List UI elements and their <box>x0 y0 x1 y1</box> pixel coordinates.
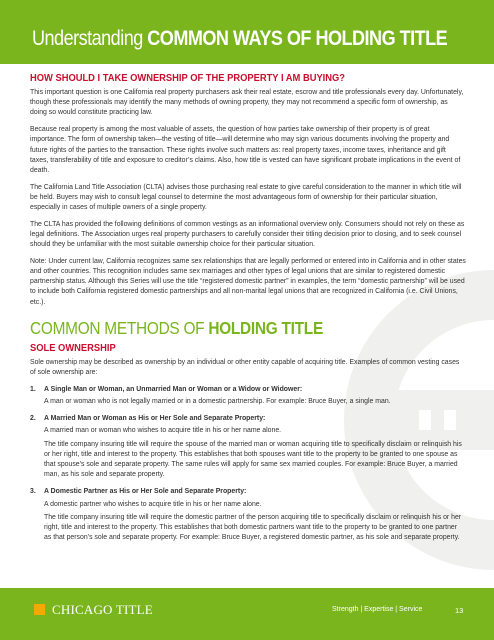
item-number: 3. <box>30 488 36 496</box>
subheading: SOLE OWNERSHIP <box>30 342 116 354</box>
list-item <box>30 414 466 480</box>
paragraph: The California Land Title Association (CLTA) advises those purchasing real estate to give careful consideration to the manner in which title will be held. Buyers may wish to consult legal counsel to determine the most advantageous form of ownership for their particular situation, especially in cases of multiple owners of a single property. <box>30 183 462 212</box>
item-number: 2. <box>30 415 36 423</box>
item-number: 1. <box>30 385 36 393</box>
methods-heading-bold: HOLDING TITLE <box>208 317 323 338</box>
list-item <box>30 487 466 543</box>
item-title: A Single Man or Woman, an Unmarried Man or Woman or a Widow or Widower: <box>44 385 303 393</box>
item-paragraph: A man or woman who is not legally married or in a domestic partnership. For example: Bruce Buyer, a single man. <box>44 397 391 405</box>
section-heading: HOW SHOULD I TAKE OWNERSHIP OF THE PROPERTY I AM BUYING? <box>30 73 346 84</box>
title-prefix: Understanding <box>32 27 148 50</box>
intro-paragraph: Sole ownership may be described as ownership by an individual or other entity capable of acquiring title. Examples of common vesting cases of sole ownership are: <box>30 358 460 377</box>
logo-text: CHICAGO TITLE <box>52 602 153 617</box>
item-title: A Married Man or Woman as His or Her Sole and Separate Property: <box>44 415 266 423</box>
methods-heading <box>30 318 414 339</box>
item-paragraph: A domestic partner who wishes to acquire title in his or her name alone. <box>44 500 262 508</box>
logo-mark-icon <box>34 604 45 615</box>
item-title: A Domestic Partner as His or Her Sole and Separate Property: <box>44 488 247 496</box>
page-title <box>32 27 447 51</box>
main-content <box>30 73 466 550</box>
paragraph: The CLTA has provided the following definitions of common vestings as an informational overview only. Consumers should not rely on these as legal definitions. The Association urges real property purchasers to carefully consider their titling decision prior to closing, and to seek counsel should they be unfamiliar with the most suitable ownership choice for their particular situation. <box>30 220 465 249</box>
paragraph: Note: Under current law, California recognizes same sex relationships that are legally performed or entered into in California and in other states and other countries. This recognition includes same sex marriages and other types of legal unions that are similar to registered domestic partnership status. Although this Series will use the title “registered domestic partner” in examples, the term “domestic partnership” will be used to include both California registered domestic partnerships and all non-marital legal unions that are recognized in California (i.e. Civil Unions, etc.). <box>30 257 466 306</box>
item-paragraph: The title company insuring title will require the domestic partner of the person acquiring title to specifically disclaim or relinquish his or her right, title and interest to the property. This establishes that both domestic partners want title to the property to be granted to one partner as that person’s sole and separate property. For example: Bruce Buyer, a registered domestic partner, as his sole and separate property. <box>44 513 462 542</box>
title-bold: COMMON WAYS OF HOLDING TITLE <box>147 27 448 50</box>
paragraph: Because real property is among the most valuable of assets, the question of how parties take ownership of their property is of great importance. The form of ownership taken—the vesting of title—will determine who may sign various documents involving the property and future rights of the parties to the transaction. These rights involve such matters as: real property taxes, income taxes, inheritance and gift taxes, transferability of title and exposure to creditor’s claims. Also, how title is vested can have significant probate implications in the event of death. <box>30 126 461 174</box>
footer-tagline: Strength | Expertise | Service <box>332 606 423 613</box>
item-paragraph: A married man or woman who wishes to acquire title in his or her name alone. <box>44 427 282 435</box>
item-paragraph: The title company insuring title will require the spouse of the married man or woman acquiring title to specifically disclaim or relinquish his or her right, title and interest to the property. This establishes that both spouses want title to the property to be granted to one spouse as that spouse’s sole and separate property. The same rules will apply for same sex married couples. For example: Bruce Buyer, a married man, as his sole and separate property. <box>44 440 462 479</box>
page-footer <box>0 588 494 640</box>
list-item <box>30 385 466 407</box>
paragraph: This important question is one California real property purchasers ask their real estate, escrow and title professionals every day. Unfortunately, though these professionals may identify the many methods of owning property, they may not recommend a specific form of ownership, as doing so would constitute practicing law. <box>30 89 464 117</box>
methods-heading-prefix: COMMON METHODS OF <box>30 317 209 338</box>
page-header <box>0 0 494 64</box>
page-number: 13 <box>455 606 464 615</box>
